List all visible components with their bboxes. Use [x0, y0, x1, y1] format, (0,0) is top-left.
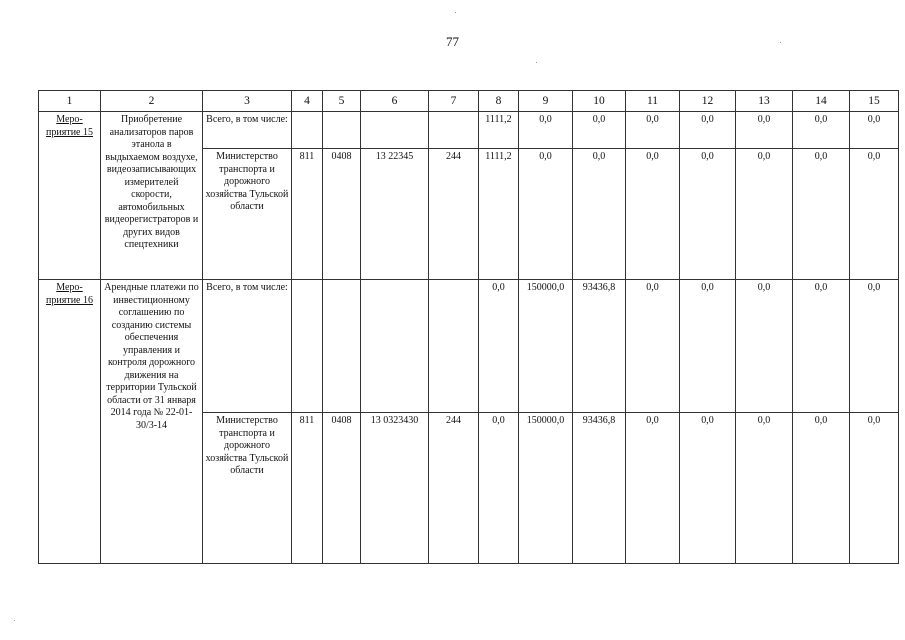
- table-cell: 0,0: [626, 149, 680, 280]
- table-cell: [323, 280, 361, 413]
- header-cell: 8: [479, 91, 519, 112]
- table-cell: 0,0: [793, 112, 850, 149]
- table-cell: [361, 112, 429, 149]
- header-cell: 1: [39, 91, 101, 112]
- table-cell: [323, 112, 361, 149]
- header-cell: 14: [793, 91, 850, 112]
- table-cell: [292, 112, 323, 149]
- header-cell: 9: [519, 91, 573, 112]
- header-cell: 10: [573, 91, 626, 112]
- funding-source: Всего, в том числе:: [203, 112, 292, 149]
- header-cell: 11: [626, 91, 680, 112]
- header-cell: 12: [680, 91, 736, 112]
- header-cell: 5: [323, 91, 361, 112]
- table-cell: 0,0: [680, 413, 736, 564]
- scan-speck: [536, 62, 537, 63]
- funding-source: Министерство транспорта и дорожного хозяйства Тульской области: [203, 413, 292, 564]
- table-cell: 93436,8: [573, 413, 626, 564]
- table-cell: 0,0: [519, 112, 573, 149]
- table-cell: [429, 280, 479, 413]
- table-cell: 0,0: [680, 280, 736, 413]
- table-cell: 93436,8: [573, 280, 626, 413]
- table-cell: 0,0: [793, 413, 850, 564]
- table-cell: [361, 280, 429, 413]
- measure-name: Меро-приятие 15: [39, 112, 101, 280]
- table-cell: 0,0: [850, 413, 899, 564]
- table-cell: 244: [429, 413, 479, 564]
- table-cell: 0,0: [479, 413, 519, 564]
- table-row: [39, 112, 899, 149]
- table-cell: 0,0: [793, 280, 850, 413]
- table-cell: 0408: [323, 149, 361, 280]
- table-row: [39, 280, 899, 413]
- table-cell: 811: [292, 149, 323, 280]
- funding-source: Министерство транспорта и дорожного хозяйства Тульской области: [203, 149, 292, 280]
- table-cell: 1111,2: [479, 149, 519, 280]
- page-number: 77: [446, 34, 459, 49]
- table-cell: [429, 112, 479, 149]
- table-cell: 0,0: [573, 149, 626, 280]
- header-cell: 7: [429, 91, 479, 112]
- table-cell: 0,0: [573, 112, 626, 149]
- measure-name: Меро-приятие 16: [39, 280, 101, 564]
- measure-description: Приобретение анализаторов паров этанола в выдыхаемом воздухе, видеозаписывающих измерителей скорости, автомобильных видеорегистраторов и других видов спецтехники: [101, 112, 203, 280]
- table-cell: 150000,0: [519, 413, 573, 564]
- table-cell: 0,0: [850, 149, 899, 280]
- table-cell: 0,0: [736, 112, 793, 149]
- table-cell: 1111,2: [479, 112, 519, 149]
- table-cell: 0,0: [850, 112, 899, 149]
- scan-speck: [455, 12, 456, 13]
- table-cell: 0408: [323, 413, 361, 564]
- table-cell: 13 0323430: [361, 413, 429, 564]
- table-cell: 0,0: [793, 149, 850, 280]
- table-cell: 811: [292, 413, 323, 564]
- header-cell: 2: [101, 91, 203, 112]
- table-cell: 0,0: [626, 413, 680, 564]
- header-cell: 15: [850, 91, 899, 112]
- funding-source: Всего, в том числе:: [203, 280, 292, 413]
- header-cell: 13: [736, 91, 793, 112]
- table-cell: 150000,0: [519, 280, 573, 413]
- table-cell: 0,0: [626, 280, 680, 413]
- header-cell: 3: [203, 91, 292, 112]
- header-cell: 4: [292, 91, 323, 112]
- table-cell: 13 22345: [361, 149, 429, 280]
- table-cell: 0,0: [626, 112, 680, 149]
- header-row: [39, 91, 899, 112]
- table-cell: 0,0: [680, 112, 736, 149]
- table-cell: 0,0: [736, 149, 793, 280]
- table-cell: 0,0: [850, 280, 899, 413]
- budget-table: [38, 90, 899, 564]
- header-cell: 6: [361, 91, 429, 112]
- table-cell: 0,0: [519, 149, 573, 280]
- scan-speck: [780, 42, 781, 43]
- table-cell: 0,0: [479, 280, 519, 413]
- table-cell: 0,0: [736, 413, 793, 564]
- scan-speck: [14, 620, 15, 621]
- table-cell: [292, 280, 323, 413]
- table-cell: 0,0: [736, 280, 793, 413]
- measure-description: Арендные платежи по инвестиционному соглашению по созданию системы обеспечения управления и контроля дорожного движения на территории Тульской области от 31 января 2014 года № 22-01-30/3-14: [101, 280, 203, 564]
- table-cell: 244: [429, 149, 479, 280]
- table-cell: 0,0: [680, 149, 736, 280]
